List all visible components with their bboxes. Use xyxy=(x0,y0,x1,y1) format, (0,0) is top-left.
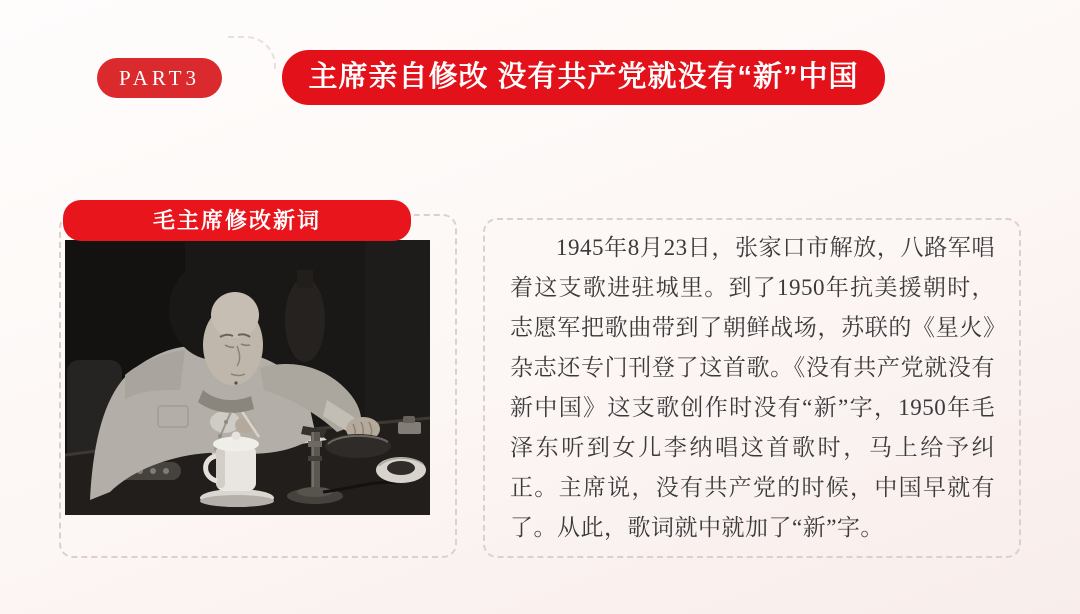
photo-caption-badge: 毛主席修改新词 xyxy=(63,200,411,241)
body-text-card xyxy=(483,218,1021,558)
photo-illustration xyxy=(65,240,430,515)
part-number-badge: PART3 xyxy=(97,58,222,98)
body-paragraph: 1945年8月23日，张家口市解放，八路军唱着这支歌进驻城里。到了1950年抗美援朝时，志愿军把歌曲带到了朝鲜战场，苏联的《星火》杂志还专门刊登了这首歌。《没有共产党就没有新中国》这支歌创作时没有“新”字，1950年毛泽东听到女儿李纳唱这首歌时，马上给予纠正。主席说，没有共产党的时候，中国早就有了。从此，歌词就中就加了“新”字。 xyxy=(510,235,995,540)
dashed-arc-decoration xyxy=(228,36,276,72)
slide-title: 主席亲自修改 没有共产党就没有“新”中国 xyxy=(282,50,885,105)
mao-writing-at-desk-photo xyxy=(65,240,430,515)
